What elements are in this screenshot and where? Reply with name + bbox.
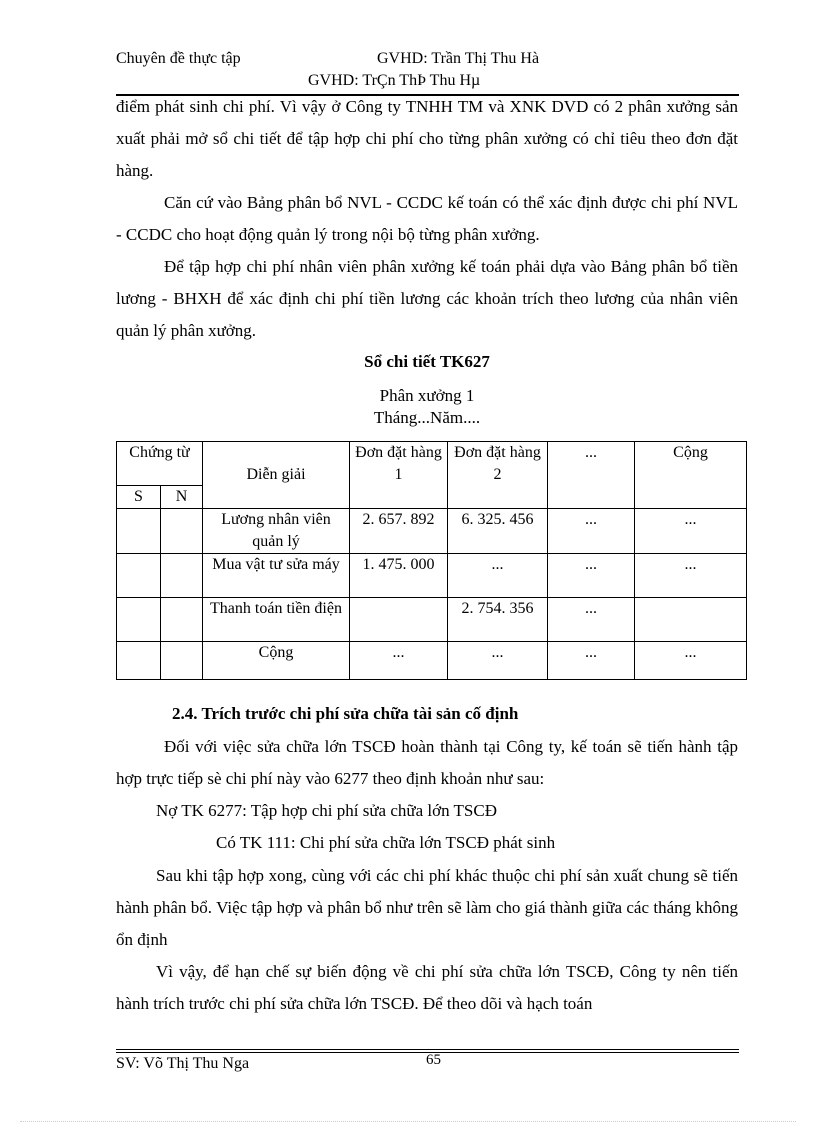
cell-s: [117, 642, 161, 680]
cell-description: Mua vật tư sửa máy: [203, 554, 350, 598]
cell-total: ...: [635, 642, 747, 680]
cell-total: [635, 598, 747, 642]
paragraph-intro: điểm phát sinh chi phí. Vì vậy ở Công ty TNHH TM và XNK DVD có 2 phân xưởng sản xuất phải mở sổ chi tiết để tập hợp chi phí cho từng phân xưởng có chỉ tiêu theo đơn đặt hàng.: [116, 97, 738, 180]
table-row-total: [117, 642, 747, 680]
ledger-workshop: Phân xưởng 1: [379, 386, 475, 405]
cell-total: ...: [635, 554, 747, 598]
header-order-1: Đơn đặt hàng 1: [350, 442, 448, 509]
table-row: [117, 509, 747, 554]
header-description: Diễn giải: [203, 442, 350, 509]
cell-s: [117, 554, 161, 598]
header-supervisor: GVHD: Trần Thị Thu Hà: [377, 50, 540, 67]
cell-order-1: 1. 475. 000: [350, 554, 448, 598]
page-number: 65: [426, 1052, 441, 1068]
cell-order-1: 2. 657. 892: [350, 509, 448, 554]
header-n: N: [161, 486, 203, 509]
cell-etc: ...: [548, 598, 635, 642]
cell-s: [117, 598, 161, 642]
cell-description: Cộng: [203, 642, 350, 680]
header-s: S: [117, 486, 161, 509]
cell-etc: ...: [548, 642, 635, 680]
cell-description: Thanh toán tiền điện: [203, 598, 350, 642]
header-order-2: Đơn đặt hàng 2: [448, 442, 548, 509]
paragraph-allocation: Sau khi tập hợp xong, cùng với các chi phí khác thuộc chi phí sản xuất chung sẽ tiến hành phân bổ. Việc tập hợp và phân bổ như trên sẽ làm cho giá thành giữa các tháng không ổn định: [116, 866, 738, 949]
cell-etc: ...: [548, 554, 635, 598]
cell-order-2: ...: [448, 642, 548, 680]
table-row: [117, 598, 747, 642]
cell-order-2: 2. 754. 356: [448, 598, 548, 642]
ledger-period: Tháng...Năm....: [373, 408, 481, 427]
header-topic: Chuyên đề thực tập: [116, 50, 241, 67]
cell-order-1: ...: [350, 642, 448, 680]
cell-etc: ...: [548, 509, 635, 554]
cell-n: [161, 554, 203, 598]
ledger-title: Sổ chi tiết TK627: [364, 352, 490, 371]
table-row: [117, 554, 747, 598]
footer-rule-1: [116, 1049, 739, 1050]
page-header: [116, 50, 736, 72]
cell-n: [161, 509, 203, 554]
ledger-table: [116, 441, 747, 680]
cell-order-2: ...: [448, 554, 548, 598]
paragraph-repair: Đối với việc sửa chữa lớn TSCĐ hoàn thành tại Công ty, kế toán sẽ tiến hành tập hợp trực tiếp sè chi phí này vào 6277 theo định khoản như sau:: [116, 737, 738, 788]
header-etc: ...: [548, 442, 635, 509]
paragraph-nvl: Căn cứ vào Bảng phân bổ NVL - CCDC kế toán có thể xác định được chi phí NVL - CCDC cho hoạt động quản lý trong nội bộ từng phân xưởng.: [116, 193, 738, 244]
cell-n: [161, 598, 203, 642]
cell-description: Lương nhân viên quản lý: [203, 509, 350, 554]
paragraph-accrual: Vì vậy, để hạn chế sự biến động về chi phí sửa chữa lớn TSCĐ, Công ty nên tiến hành trích trước chi phí sửa chữa lớn TSCĐ. Để theo dõi và hạch toán: [116, 962, 738, 1013]
header-supervisor-garbled: GVHD: TrÇn ThÞ Thu Hµ: [308, 72, 481, 89]
section-heading: 2.4. Trích trước chi phí sửa chữa tài sản cố định: [172, 704, 519, 723]
entry-debit: Nợ TK 6277: Tập hợp chi phí sửa chữa lớn TSCĐ: [156, 801, 497, 820]
cell-s: [117, 509, 161, 554]
cell-n: [161, 642, 203, 680]
cell-order-1: [350, 598, 448, 642]
header-voucher: Chứng từ: [117, 442, 203, 486]
header-total: Cộng: [635, 442, 747, 509]
page-edge: [20, 1121, 796, 1122]
entry-credit: Có TK 111: Chi phí sửa chữa lớn TSCĐ phát sinh: [216, 833, 556, 852]
cell-order-2: 6. 325. 456: [448, 509, 548, 554]
paragraph-salary: Để tập hợp chi phí nhân viên phân xưởng kế toán phải dựa vào Bảng phân bổ tiền lương - BHXH để xác định chi phí tiền lương các khoản trích theo lương của nhân viên quản lý phân xưởng.: [116, 257, 738, 340]
cell-total: ...: [635, 509, 747, 554]
footer-student: SV: Võ Thị Thu Nga: [116, 1055, 250, 1072]
